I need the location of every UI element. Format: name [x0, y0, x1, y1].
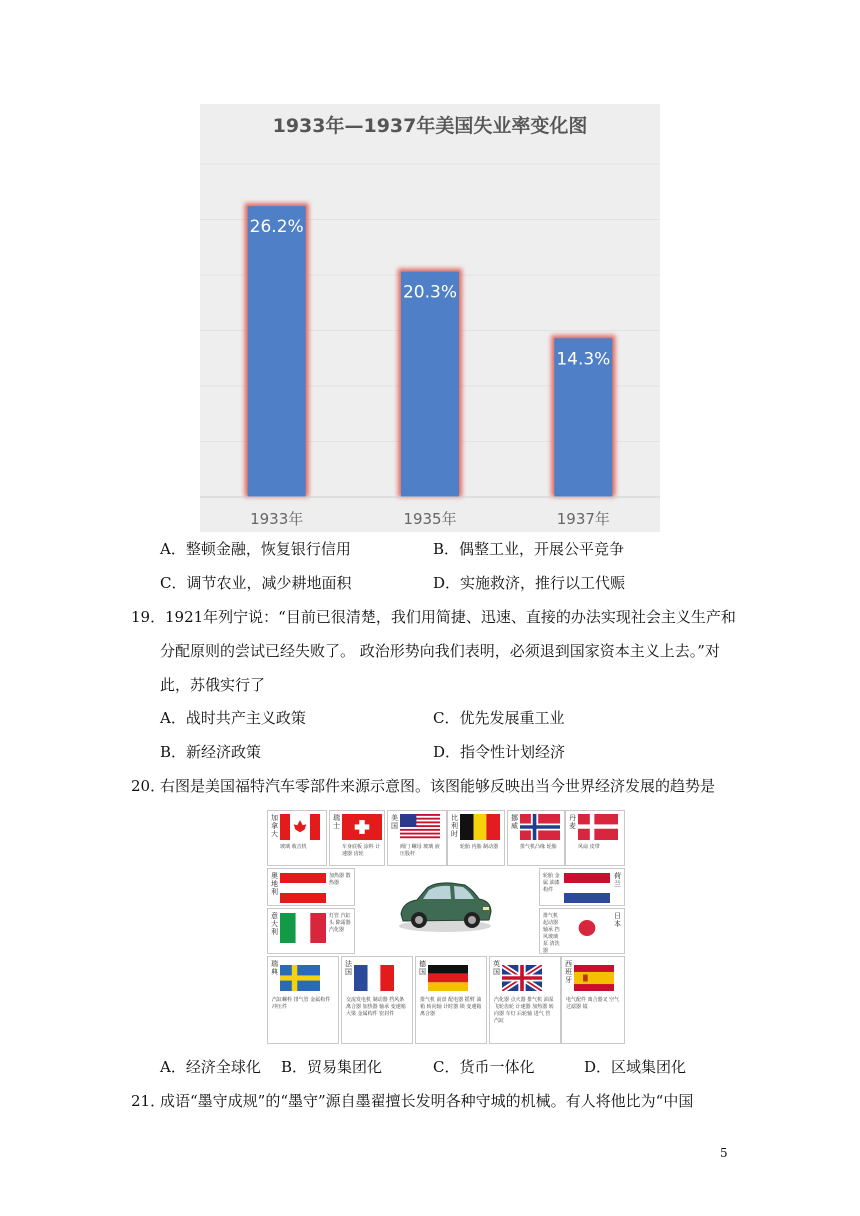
country-cell-9: [539, 908, 625, 954]
country-parts: 阀门 螺母 玻璃 液压股杆: [400, 844, 440, 857]
q19-option-c[interactable]: C．优先发展重工业: [433, 709, 565, 727]
country-name: 美国: [391, 814, 398, 830]
q18-option-a[interactable]: A．整顿金融，恢复银行信用: [160, 540, 351, 558]
chart-title: 1933年—1937年美国失业率变化图: [272, 115, 588, 137]
flag-icon: [564, 913, 610, 943]
country-cell-1: [329, 810, 385, 866]
country-cell-13: [489, 956, 561, 1044]
unemployment-bar-chart: [200, 104, 660, 532]
country-parts: 轮胎 内胎 制动器: [460, 844, 499, 850]
flag-icon: [280, 814, 320, 840]
country-name: 英国: [493, 960, 500, 976]
q20-option-c[interactable]: C．货币一体化: [433, 1058, 535, 1076]
country-name: 西班牙: [565, 960, 572, 984]
q19-stem-line3: 此，苏俄实行了: [160, 676, 266, 694]
country-parts: 电气配件 离合器叉 空气过滤器 镜: [566, 997, 620, 1010]
country-cell-3: [447, 810, 505, 866]
x-tick-label-2: 1937年: [556, 510, 610, 528]
country-parts: 轮胎 金属 油漆 构件: [543, 873, 560, 893]
country-cell-10: [267, 956, 339, 1044]
country-cell-12: [415, 956, 487, 1044]
country-parts: 灯管 汽缸头 除霜器 汽化器: [329, 913, 351, 933]
q18-option-d[interactable]: D．实施救济，推行以工代赈: [433, 574, 626, 592]
country-cell-11: [341, 956, 413, 1044]
flag-icon: [342, 814, 382, 840]
flag-icon: [578, 814, 618, 840]
q18-option-c[interactable]: C．调节农业，减少耕地面积: [160, 574, 352, 592]
country-parts: 加热器 散热器: [329, 873, 351, 886]
q20-option-a[interactable]: A．经济全球化: [160, 1058, 261, 1076]
country-cell-6: [267, 868, 355, 906]
q20-stem: 右图是美国福特汽车零部件来源示意图。该图能够反映出当今世界经济发展的趋势是: [160, 777, 716, 795]
flag-icon: [400, 814, 440, 840]
flag-icon: [502, 965, 542, 991]
q20-number: 20．: [131, 777, 166, 795]
q18-option-b[interactable]: B．偶整工业，开展公平竞争: [433, 540, 625, 558]
country-name: 荷兰: [614, 872, 621, 888]
x-tick-label-0: 1933年: [250, 510, 304, 528]
bar-value-label-0: 26.2%: [249, 217, 304, 238]
country-name: 奥地利: [271, 872, 278, 896]
flag-icon: [428, 965, 468, 991]
country-name: 日本: [614, 912, 621, 928]
car-illustration: [395, 868, 495, 938]
bar-value-label-1: 20.3%: [402, 282, 458, 303]
q19-number: 19．: [131, 608, 166, 626]
bar-0: [248, 206, 306, 497]
x-tick-label-1: 1935年: [403, 510, 457, 528]
q19-stem-line1: 1921年列宁说：“目前已很清楚，我们用简捷、迅速、直接的办法实现社会主义生产和: [165, 608, 736, 626]
q19-stem-line2: 分配原则的尝试已经失败了。 政治形势向我们表明，必须退到国家资本主义上去。”对: [160, 642, 720, 660]
country-name: 法国: [345, 960, 352, 976]
country-parts: 排气机凸缘 轮胎: [520, 844, 557, 850]
chart-x-tick-labels: [250, 510, 610, 528]
flag-icon: [574, 965, 614, 991]
flag-icon: [280, 873, 326, 903]
country-name: 瑞典: [271, 960, 278, 976]
ford-parts-source-diagram: [267, 810, 625, 1042]
q20-option-b[interactable]: B．贸易集团化: [281, 1058, 383, 1076]
country-cell-8: [267, 908, 355, 954]
country-cell-14: [561, 956, 625, 1044]
q19-option-b[interactable]: B．新经济政策: [160, 743, 262, 761]
q20-option-d[interactable]: D．区域集团化: [584, 1058, 687, 1076]
q21-number: 21．: [131, 1092, 166, 1110]
flag-icon: [460, 814, 500, 840]
country-parts: 排气机 起动器 轴承 挡风玻璃 泵 清洗器: [543, 913, 560, 954]
page-number: 5: [720, 1146, 728, 1160]
country-parts: 排气机 前盘 配电器 摇臂 油箱 转向轴 计时器 锁 变速箱 离合器: [420, 997, 482, 1017]
country-name: 加拿大: [271, 814, 278, 838]
chart-bars: [245, 203, 616, 497]
bar-1: [401, 272, 459, 497]
flag-icon: [280, 965, 320, 991]
country-cell-4: [507, 810, 565, 866]
chart-svg: [200, 104, 660, 532]
country-name: 比利时: [451, 814, 458, 838]
country-cell-5: [565, 810, 625, 866]
q19-option-d[interactable]: D．指令性计划经济: [433, 743, 566, 761]
country-parts: 风扇 皮带: [578, 844, 600, 850]
q19-option-a[interactable]: A．战时共产主义政策: [160, 709, 306, 727]
country-name: 德国: [419, 960, 426, 976]
country-cell-0: [267, 810, 327, 866]
country-name: 瑞士: [333, 814, 340, 830]
country-parts: 车身底板 涂料 计速器 齿轮: [342, 844, 381, 857]
country-name: 丹麦: [569, 814, 576, 830]
country-cell-2: [387, 810, 447, 866]
country-parts: 汽化器 点火器 排气机 油泵 飞轮齿轮 计速器 加热器 转向器 车灯 后轮轴 进气 管 汽缸: [494, 997, 554, 1024]
country-parts: 玻璃 收音机: [280, 844, 307, 850]
bar-value-label-2: 14.3%: [556, 349, 611, 370]
flag-icon: [354, 965, 394, 991]
flag-icon: [280, 913, 326, 943]
flag-icon: [520, 814, 560, 840]
flag-icon: [564, 873, 610, 903]
q21-stem: 成语“墨守成规”的“墨守”源自墨翟擅长发明各种守城的机械。有人将他比为“中国: [160, 1092, 694, 1110]
country-parts: 汽缸螺栓 排气管 金属构件 冲压件: [272, 997, 331, 1010]
country-name: 意大利: [271, 912, 278, 936]
country-parts: 交流发电机 制动器 挡风条 离合器 加热器 轴承 变速箱 大梁 金属构件 密封件: [346, 997, 406, 1017]
country-cell-7: [539, 868, 625, 906]
country-name: 挪威: [511, 814, 518, 830]
